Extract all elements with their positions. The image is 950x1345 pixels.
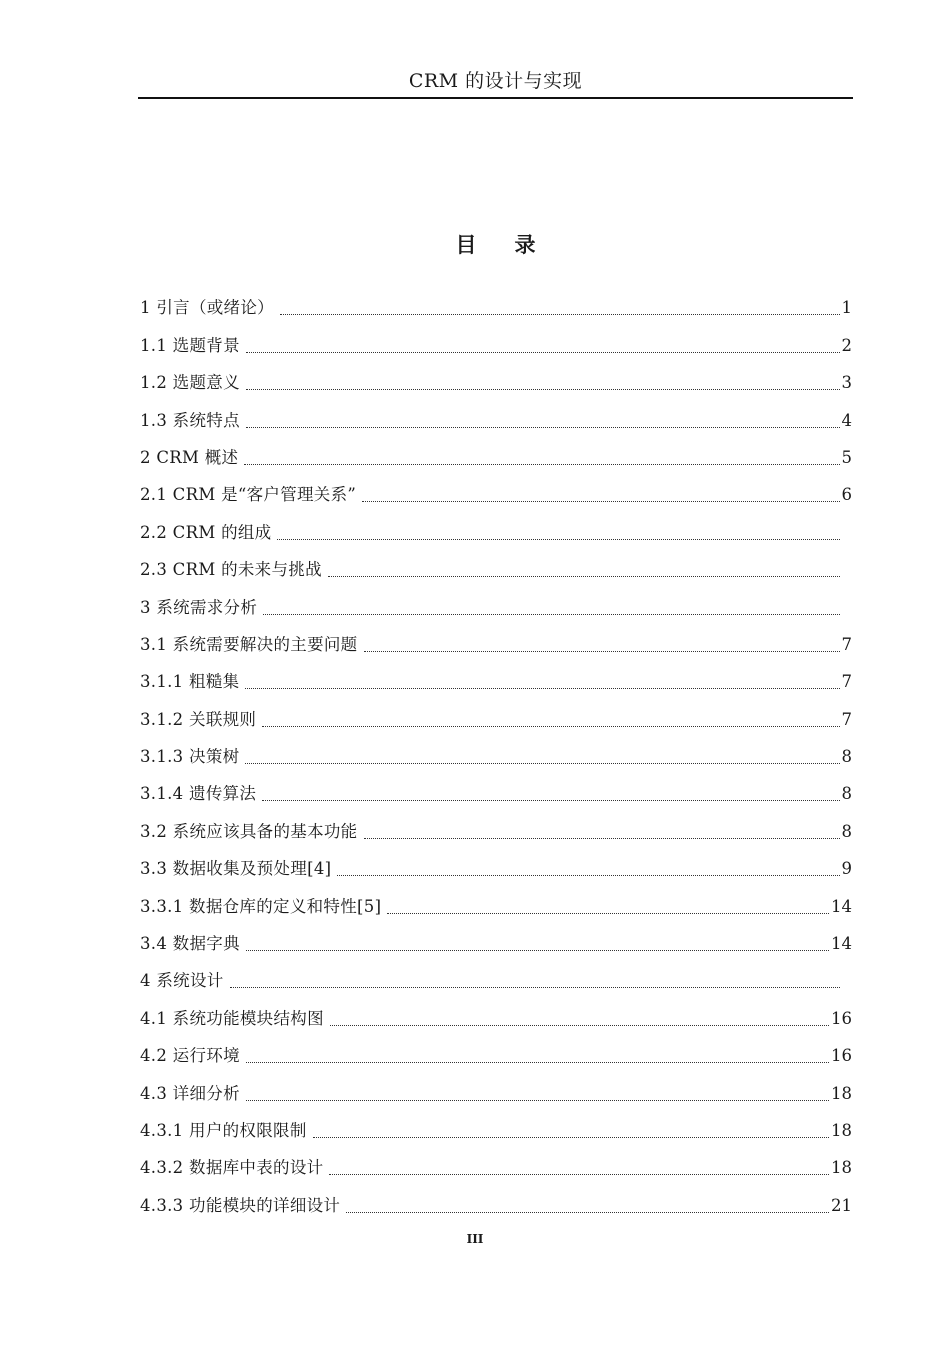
toc-leader	[246, 949, 829, 951]
toc-entry[interactable]	[140, 955, 852, 992]
toc-entry-label: 2.1 CRM 是“客户管理关系”	[140, 485, 357, 505]
toc-leader	[387, 912, 829, 914]
toc-entry-page: 16	[831, 1008, 852, 1028]
toc-entry[interactable]	[140, 469, 852, 506]
toc-entry[interactable]	[140, 581, 852, 618]
toc-leader	[328, 575, 840, 577]
toc-entry-label: 4 系统设计	[140, 971, 224, 991]
toc-leader	[263, 613, 840, 615]
toc-entry-page: 6	[841, 485, 852, 505]
toc-list	[140, 282, 852, 1217]
toc-entry-label: 3 系统需求分析	[140, 597, 258, 617]
toc-leader	[246, 1099, 829, 1101]
toc-entry-page: 8	[841, 821, 852, 841]
toc-entry[interactable]	[140, 880, 852, 917]
toc-entry[interactable]	[140, 619, 852, 656]
toc-entry-label: 1.2 选题意义	[140, 373, 240, 393]
toc-leader	[262, 799, 839, 801]
toc-entry-page: 7	[841, 672, 852, 692]
page-number: III	[466, 1232, 484, 1246]
toc-entry-label: 3.1.2 关联规则	[140, 709, 257, 729]
toc-entry-page: 16	[831, 1046, 852, 1066]
toc-entry-label: 2.2 CRM 的组成	[140, 522, 272, 542]
toc-entry-label: 4.3 详细分析	[140, 1083, 240, 1103]
toc-entry-page: 18	[831, 1083, 852, 1103]
toc-entry-label: 3.3 数据收集及预处理[4]	[140, 859, 332, 879]
toc-entry[interactable]	[140, 843, 852, 880]
toc-entry[interactable]	[140, 394, 852, 431]
toc-entry[interactable]	[140, 656, 852, 693]
toc-entry-page: 14	[831, 934, 852, 954]
toc-title-part1: 目	[455, 233, 477, 257]
toc-leader	[244, 463, 839, 465]
toc-leader	[362, 500, 839, 502]
toc-entry-page: 5	[841, 447, 852, 467]
toc-entry-page: 7	[841, 634, 852, 654]
toc-title-part2: 录	[514, 233, 536, 257]
toc-entry-label: 4.2 运行环境	[140, 1046, 240, 1066]
toc-entry-label: 3.2 系统应该具备的基本功能	[140, 821, 358, 841]
toc-entry-label: 4.3.3 功能模块的详细设计	[140, 1195, 341, 1215]
toc-entry-label: 2.3 CRM 的未来与挑战	[140, 560, 322, 580]
toc-entry[interactable]	[140, 282, 852, 319]
toc-leader	[329, 1173, 829, 1175]
toc-entry[interactable]	[140, 357, 852, 394]
toc-leader	[280, 313, 840, 315]
toc-entry-page: 18	[831, 1158, 852, 1178]
toc-entry-label: 1.1 选题背景	[140, 335, 240, 355]
running-header: CRM 的设计与实现	[408, 70, 583, 92]
toc-leader	[330, 1024, 829, 1026]
toc-title	[138, 230, 853, 260]
toc-entry-page: 2	[841, 335, 852, 355]
header-rule	[138, 97, 853, 99]
toc-leader	[313, 1136, 829, 1138]
toc-leader	[246, 351, 840, 353]
toc-entry-label: 3.4 数据字典	[140, 934, 240, 954]
toc-entry[interactable]	[140, 918, 852, 955]
toc-entry-label: 3.1.1 粗糙集	[140, 672, 240, 692]
toc-entry[interactable]	[140, 768, 852, 805]
toc-entry[interactable]	[140, 992, 852, 1029]
toc-entry[interactable]	[140, 1105, 852, 1142]
toc-leader	[364, 837, 840, 839]
toc-leader	[337, 874, 839, 876]
toc-leader	[277, 538, 840, 540]
toc-entry[interactable]	[140, 731, 852, 768]
toc-leader	[230, 986, 840, 988]
toc-entry[interactable]	[140, 319, 852, 356]
toc-entry-page: 3	[841, 373, 852, 393]
toc-entry-page: 18	[831, 1120, 852, 1140]
toc-entry[interactable]	[140, 693, 852, 730]
toc-leader	[245, 687, 839, 689]
toc-entry[interactable]	[140, 544, 852, 581]
toc-entry-page: 4	[841, 410, 852, 430]
toc-leader	[245, 762, 839, 764]
toc-entry[interactable]	[140, 1067, 852, 1104]
toc-leader	[246, 388, 840, 390]
toc-entry-label: 2 CRM 概述	[140, 447, 239, 467]
toc-entry-page: 8	[841, 747, 852, 767]
toc-leader	[364, 650, 840, 652]
toc-entry-label: 3.1.4 遗传算法	[140, 784, 257, 804]
toc-entry-page: 7	[841, 709, 852, 729]
toc-leader	[262, 725, 839, 727]
toc-entry-page: 14	[831, 896, 852, 916]
toc-entry-label: 4.1 系统功能模块结构图	[140, 1008, 324, 1028]
toc-entry[interactable]	[140, 1179, 852, 1216]
toc-entry[interactable]	[140, 805, 852, 842]
toc-entry-label: 3.1 系统需要解决的主要问题	[140, 634, 358, 654]
toc-entry-page: 1	[841, 298, 852, 318]
toc-entry-page: 9	[841, 859, 852, 879]
toc-entry[interactable]	[140, 506, 852, 543]
toc-entry-label: 4.3.1 用户的权限限制	[140, 1120, 307, 1140]
toc-entry-label: 3.1.3 决策树	[140, 747, 240, 767]
toc-leader	[246, 1061, 829, 1063]
toc-entry[interactable]	[140, 1030, 852, 1067]
toc-entry-label: 1 引言（或绪论）	[140, 298, 274, 318]
toc-entry-label: 3.3.1 数据仓库的定义和特性[5]	[140, 896, 382, 916]
toc-leader	[346, 1211, 829, 1213]
toc-entry-label: 4.3.2 数据库中表的设计	[140, 1158, 324, 1178]
toc-entry-page: 8	[841, 784, 852, 804]
toc-entry-page: 21	[831, 1195, 852, 1215]
toc-entry[interactable]	[140, 432, 852, 469]
toc-entry[interactable]	[140, 1142, 852, 1179]
toc-entry-label: 1.3 系统特点	[140, 410, 240, 430]
toc-leader	[246, 426, 840, 428]
